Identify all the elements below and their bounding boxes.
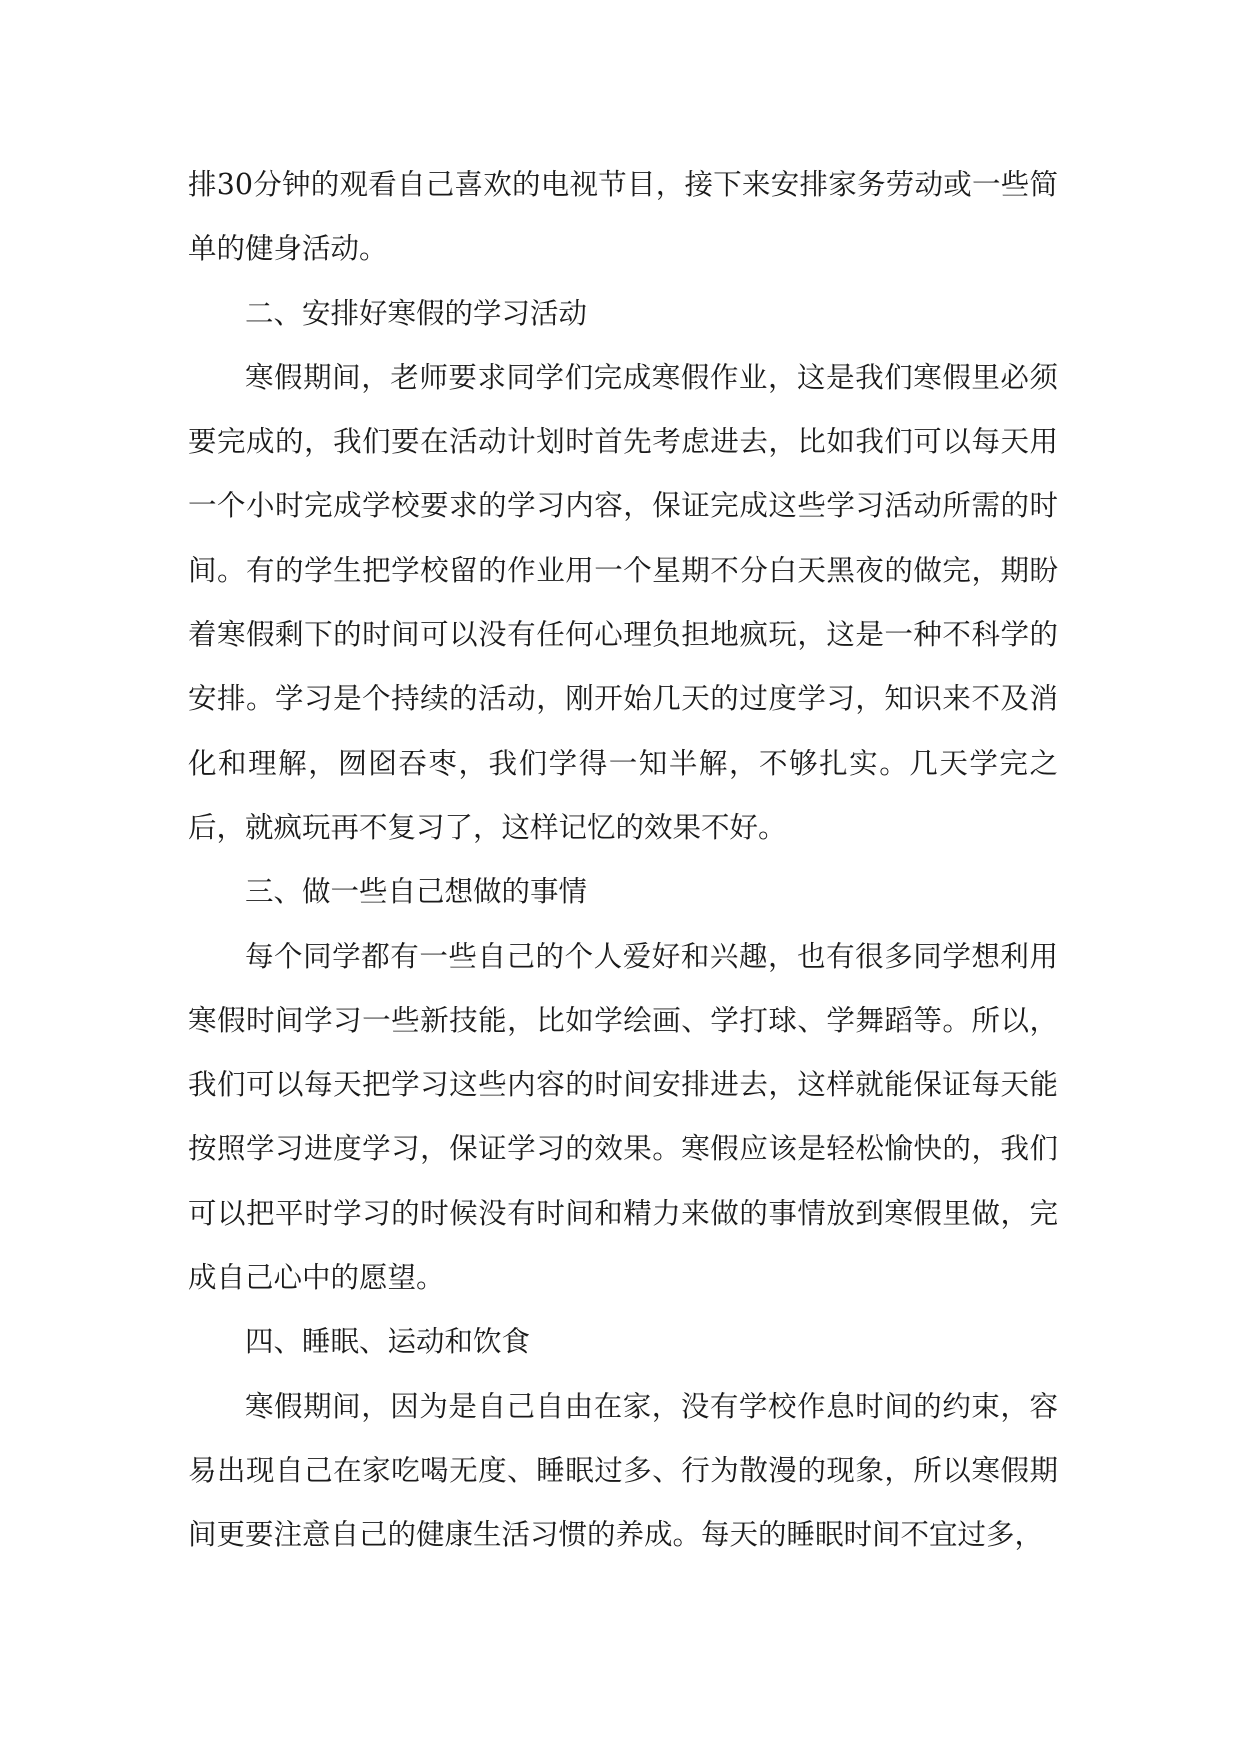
document-body (188, 153, 1058, 1568)
paragraph-health: 寒假期间，因为是自己自由在家，没有学校作息时间的约束，容易出现自己在家吃喝无度、睡眠过多、行为散漫的现象，所以寒假期间更要注意自己的健康生活习惯的养成。每天的睡眠时间不宜过多， (188, 1389, 1058, 1552)
section-heading-health: 四、睡眠、运动和饮食 (245, 1325, 531, 1359)
section-heading-study: 二、安排好寒假的学习活动 (245, 296, 588, 330)
paragraph-study: 寒假期间，老师要求同学们完成寒假作业，这是我们寒假里必须要完成的，我们要在活动计划时首先考虑进去，比如我们可以每天用一个小时完成学校要求的学习内容，保证完成这些学习活动所需的时间。有的学生把学校留的作业用一个星期不分白天黑夜的做完，期盼着寒假剩下的时间可以没有任何心理负担地疯玩，这是一种不科学的安排。学习是个持续的活动，刚开始几天的过度学习，知识来不及消化和理解，囫囵吞枣，我们学得一知半解，不够扎实。几天学完之后，就疯玩再不复习了，这样记忆的效果不好。 (188, 360, 1058, 844)
paragraph-hobbies: 每个同学都有一些自己的个人爱好和兴趣，也有很多同学想利用寒假时间学习一些新技能，比如学绘画、学打球、学舞蹈等。所以，我们可以每天把学习这些内容的时间安排进去，这样就能保证每天能按照学习进度学习，保证学习的效果。寒假应该是轻松愉快的，我们可以把平时学习的时候没有时间和精力来做的事情放到寒假里做，完成自己心中的愿望。 (188, 939, 1058, 1295)
paragraph-continuation: 排30分钟的观看自己喜欢的电视节目，接下来安排家务劳动或一些简单的健身活动。 (188, 168, 1058, 266)
section-heading-hobbies: 三、做一些自己想做的事情 (245, 875, 588, 909)
